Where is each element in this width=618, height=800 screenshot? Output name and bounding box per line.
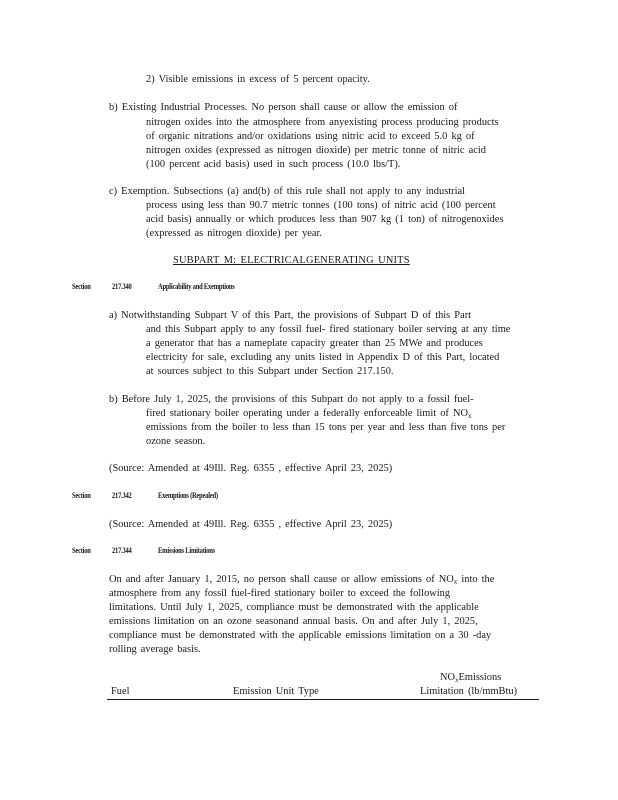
source-citation-1: (Source: Amended at 49Ill. Reg. 6355 , effective April 23, 2025) xyxy=(109,463,393,474)
table-header-fuel: Fuel xyxy=(111,686,130,697)
notwithstanding-line-5: at sources subject to this Subpart under Section 217.150. xyxy=(146,366,394,377)
section-label: Section xyxy=(72,491,91,500)
section-title: Exemptions (Repealed) xyxy=(158,491,218,500)
exemption-line-2: process using less than 90.7 metric tonnes (100 tons) of nitric acid (100 percent xyxy=(146,200,496,211)
section-number: 217.340 xyxy=(112,282,132,291)
nox-suffix: Emissions xyxy=(458,672,502,683)
notwithstanding-line-4: electricity for sale, excluding any units listed in Appendix D of this Part, located xyxy=(146,352,500,363)
on-after-line-2: atmosphere from any fossil fuel-fired stationary boiler to exceed the following xyxy=(109,588,451,599)
source-citation-2: (Source: Amended at 49Ill. Reg. 6355 , effective April 23, 2025) xyxy=(109,519,393,530)
existing-processes-line-4: nitrogen oxides (expressed as nitrogen dioxide) per metric tonne of nitric acid xyxy=(146,145,486,156)
before-july-line-4: ozone season. xyxy=(146,436,206,447)
existing-processes-line-5: (100 percent acid basis) used in such process (10.0 lbs/T). xyxy=(146,159,401,170)
notwithstanding-line-2: and this Subpart apply to any fossil fuel- fired stationary boiler serving at any time xyxy=(146,324,511,335)
on-after-line-1 xyxy=(109,573,494,588)
subpart-m-heading: SUBPART M: ELECTRICALGENERATING UNITS xyxy=(173,255,410,266)
existing-processes-line-1: b) Existing Industrial Processes. No person shall cause or allow the emission of xyxy=(109,102,458,113)
on-after-line-1-text: On and after January 1, 2015, no person shall cause or allow emissions of NO xyxy=(109,574,454,585)
on-after-line-4: emissions limitation on an ozone seasonand annual basis. On and after July 1, 2025, xyxy=(109,616,478,627)
before-july-line-2 xyxy=(146,407,471,422)
section-number: 217.342 xyxy=(112,491,132,500)
visible-emissions-item: 2) Visible emissions in excess of 5 percent opacity. xyxy=(146,74,370,85)
table-header-limitation: Limitation (lb/mmBtu) xyxy=(420,686,518,697)
before-july-line-1: b) Before July 1, 2025, the provisions of this Subpart do not apply to a fossil fuel- xyxy=(109,394,474,405)
nox-subscript: x xyxy=(467,412,472,420)
before-july-line-2-text: fired stationary boiler operating under a federally enforceable limit of NO xyxy=(146,408,468,419)
table-header-unit-type: Emission Unit Type xyxy=(233,686,319,697)
section-title: Applicability and Exemptions xyxy=(158,282,235,291)
on-after-line-3: limitations. Until July 1, 2025, compliance must be demonstrated with the applicable xyxy=(109,602,479,613)
section-label: Section xyxy=(72,282,91,291)
exemption-line-3: acid basis) annually or which produces less than 907 kg (1 ton) of nitrogenoxides xyxy=(146,214,504,225)
existing-processes-line-2: nitrogen oxides into the atmosphere from anyexisting process producing products xyxy=(146,117,499,128)
exemption-line-4: (expressed as nitrogen dioxide) per year. xyxy=(146,228,322,239)
on-after-line-5: compliance must be demonstrated with the applicable emissions limitation on a 30 -day xyxy=(109,630,492,641)
table-header-nox xyxy=(440,671,501,686)
before-july-line-3: emissions from the boiler to less than 15 tons per year and less than five tons per xyxy=(146,422,506,433)
table-header-rule xyxy=(107,699,539,700)
section-number: 217.344 xyxy=(112,546,132,555)
notwithstanding-line-3: a generator that has a nameplate capacity greater than 25 MWe and produces xyxy=(146,338,483,349)
exemption-line-1: c) Exemption. Subsections (a) and(b) of this rule shall not apply to any industrial xyxy=(109,186,465,197)
notwithstanding-line-1: a) Notwithstanding Subpart V of this Part, the provisions of Subpart D of this Part xyxy=(109,310,472,321)
existing-processes-line-3: of organic nitrations and/or oxidations using nitric acid to exceed 5.0 kg of xyxy=(146,131,475,142)
nox-subscript: x xyxy=(453,578,458,586)
nox-subscript: x xyxy=(455,676,459,684)
on-after-line-1-tail: into the xyxy=(457,574,495,585)
section-label: Section xyxy=(72,546,91,555)
section-title: Emissions Limitations xyxy=(158,546,215,555)
on-after-line-6: rolling average basis. xyxy=(109,644,201,655)
nox-prefix: NO xyxy=(440,672,456,683)
